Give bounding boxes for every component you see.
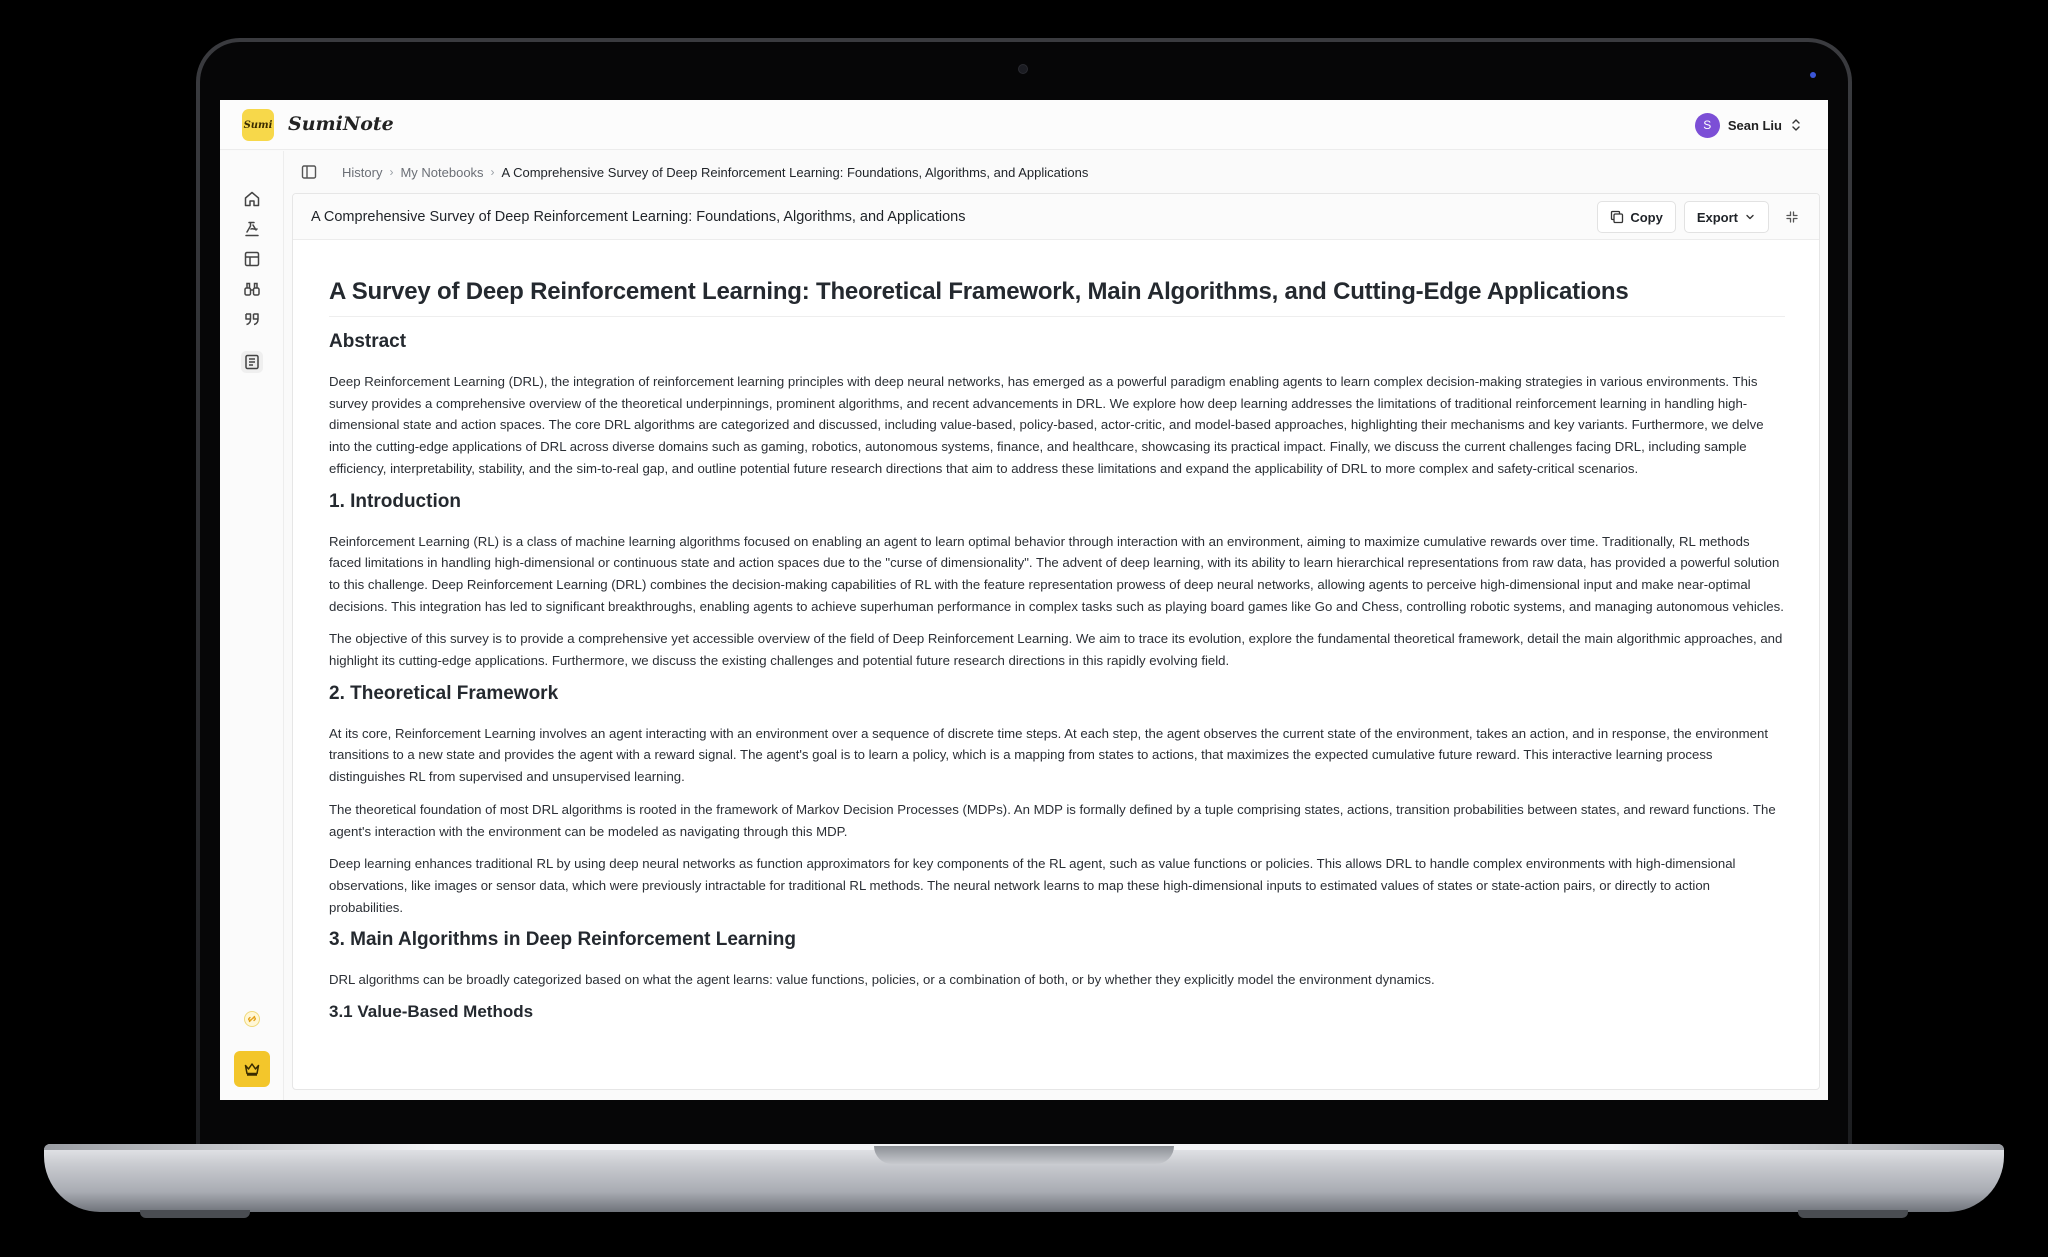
section-heading-introduction: 1. Introduction [329,490,461,512]
crown-icon [243,1060,261,1078]
minimize-icon [1785,210,1799,224]
avatar: S [1695,113,1720,138]
collapse-button[interactable] [1777,201,1807,233]
document-header [293,194,1819,240]
link-icon [243,1010,261,1028]
copy-icon [1610,210,1624,224]
sidebar [220,151,284,1100]
paragraph-theory-2: The theoretical foundation of most DRL algorithms is rooted in the framework of Markov Decision Processes (MDPs). An MDP is formally defined by a tuple comprising states, actions, transition probabilities between states, and reward functions. The agent's interaction with the environment can be modeled as navigating through this MDP. [329,801,1776,839]
laptop-notch [874,1146,1174,1164]
sidebar-item-lab[interactable] [241,218,263,240]
section-heading-abstract: Abstract [329,331,407,352]
flask-icon [243,220,261,238]
sidebar-item-notebook[interactable] [241,351,263,373]
chevron-down-icon [1744,211,1756,223]
sidebar-toggle-button[interactable] [300,163,318,181]
export-label: Export [1696,209,1738,225]
export-button[interactable] [1684,201,1769,233]
section-heading-theoretical-framework: 2. Theoretical Framework [329,682,559,704]
app-window [220,100,1828,1100]
settings-icon-button[interactable] [241,1008,263,1030]
copy-label: Copy [1630,209,1663,225]
home-icon [243,190,261,208]
chevron-right-icon: › [389,165,394,179]
app-name: SumiNote [288,113,394,135]
paragraph-intro-2: The objective of this survey is to provide a comprehensive yet accessible overview of the field of Deep Reinforcement Learning. We aim to trace its evolution, explore the fundamental theoretical framework, detail the main algorithmic approaches, and highlight its cutting-edge applications. Furthermore, we discuss the existing challenges and potential future research directions in this rapidly evolving field. [329,631,1783,669]
sidebar-item-home[interactable] [241,188,263,210]
indicator-light [1810,72,1816,78]
logo[interactable]: Sumi [242,109,274,141]
sidebar-item-table[interactable] [241,248,263,270]
notebook-icon [243,353,261,371]
subsection-heading-value-based: 3.1 Value-Based Methods [329,1002,534,1022]
document-panel [292,193,1820,1090]
document-header-title: A Comprehensive Survey of Deep Reinforcement Learning: Foundations, Algorithms, and Applications [311,208,966,225]
top-bar [220,100,1828,150]
user-menu[interactable] [1695,112,1802,138]
breadcrumb-current: A Comprehensive Survey of Deep Reinforcement Learning: Foundations, Algorithms, and Applications [501,164,1089,180]
breadcrumb-item-history[interactable]: History [342,164,383,180]
chevron-up-down-icon [1790,118,1802,132]
upgrade-button[interactable] [234,1051,270,1087]
user-name: Sean Liu [1727,117,1782,133]
chevron-right-icon: › [490,165,495,179]
breadcrumb-item-notebooks[interactable]: My Notebooks [400,164,484,180]
section-heading-main-algorithms: 3. Main Algorithms in Deep Reinforcement Learning [329,929,796,951]
table-icon [243,250,261,268]
quote-icon [243,310,261,328]
breadcrumb [284,151,1828,193]
paragraph-algorithms-1: DRL algorithms can be broadly categorized based on what the agent learns: value functions, policies, or a combination of both, or by whether they explicitly model the environment dynamics. [329,972,1435,988]
paragraph-abstract: Deep Reinforcement Learning (DRL), the integration of reinforcement learning principles with deep neural networks, has emerged as a powerful paradigm enabling agents to learn complex decision-making strategies in various environments. This survey provides a comprehensive overview of the theoretical underpinnings, prominent algorithms, and recent advancements in DRL. We explore how deep learning addresses the limitations of traditional reinforcement learning in handling high-dimensional state and action spaces. The core DRL algorithms are categorized and discussed, including value-based, policy-based, actor-critic, and model-based approaches, highlighting their mechanisms and key variants. Furthermore, we delve into the cutting-edge applications of DRL across diverse domains such as gaming, robotics, autonomous systems, finance, and healthcare, showcasing its practical impact. Finally, we discuss the current challenges facing DRL, including sample efficiency, interpretability, stability, and the sim-to-real gap, and outline potential future research directions that aim to address these limitations and expand the applicability of DRL to more complex and safety-critical scenarios. [329,374,1764,476]
document-content [293,240,1819,1022]
sidebar-item-quotes[interactable] [241,308,263,330]
camera-icon [1018,64,1028,74]
paragraph-theory-3: Deep learning enhances traditional RL by using deep neural networks as function approximators for key components of the RL agent, such as value functions or policies. This allows DRL to handle complex environments with high-dimensional observations, like images or sensor data, which were previously intractable for traditional RL methods. The neural network learns to map these high-dimensional inputs to estimated values of states or state-action pairs, or directly to action probabilities. [329,856,1736,915]
paragraph-intro-1: Reinforcement Learning (RL) is a class of machine learning algorithms focused on enabling an agent to learn optimal behavior through interaction with an environment, aiming to maximize cumulative rewards over time. Traditionally, RL methods faced limitations in handling high-dimensional or continuous state and action spaces due to the "curse of dimensionality". The advent of deep learning, with its ability to learn hierarchical representations from raw data, has provided a powerful solution to this challenge. Deep Reinforcement Learning (DRL) combines the decision-making capabilities of RL with the feature representation prowess of deep neural networks, allowing agents to perceive high-dimensional input and make near-optimal decisions. This integration has led to significant breakthroughs, enabling agents to achieve superhuman performance in complex tasks such as playing board games like Go and Chess, controlling robotic systems, and managing autonomous vehicles. [329,533,1784,614]
binoculars-icon [243,280,261,298]
copy-button[interactable] [1597,201,1676,233]
panel-left-icon [300,163,318,181]
document-title: A Survey of Deep Reinforcement Learning: Theoretical Framework, Main Algorithms, and Cutting-Edge Applications [329,278,1785,317]
paragraph-theory-1: At its core, Reinforcement Learning involves an agent interacting with an environment over a sequence of discrete time steps. At each step, the agent observes the current state of the environment, takes an action, and in response, the environment transitions to a new state and provides the agent with a reward signal. The agent's goal is to learn a policy, which is a mapping from states to actions, that maximizes the expected cumulative future reward. This interactive learning process distinguishes RL from supervised and unsupervised learning. [329,725,1768,785]
sidebar-item-explore[interactable] [241,278,263,300]
